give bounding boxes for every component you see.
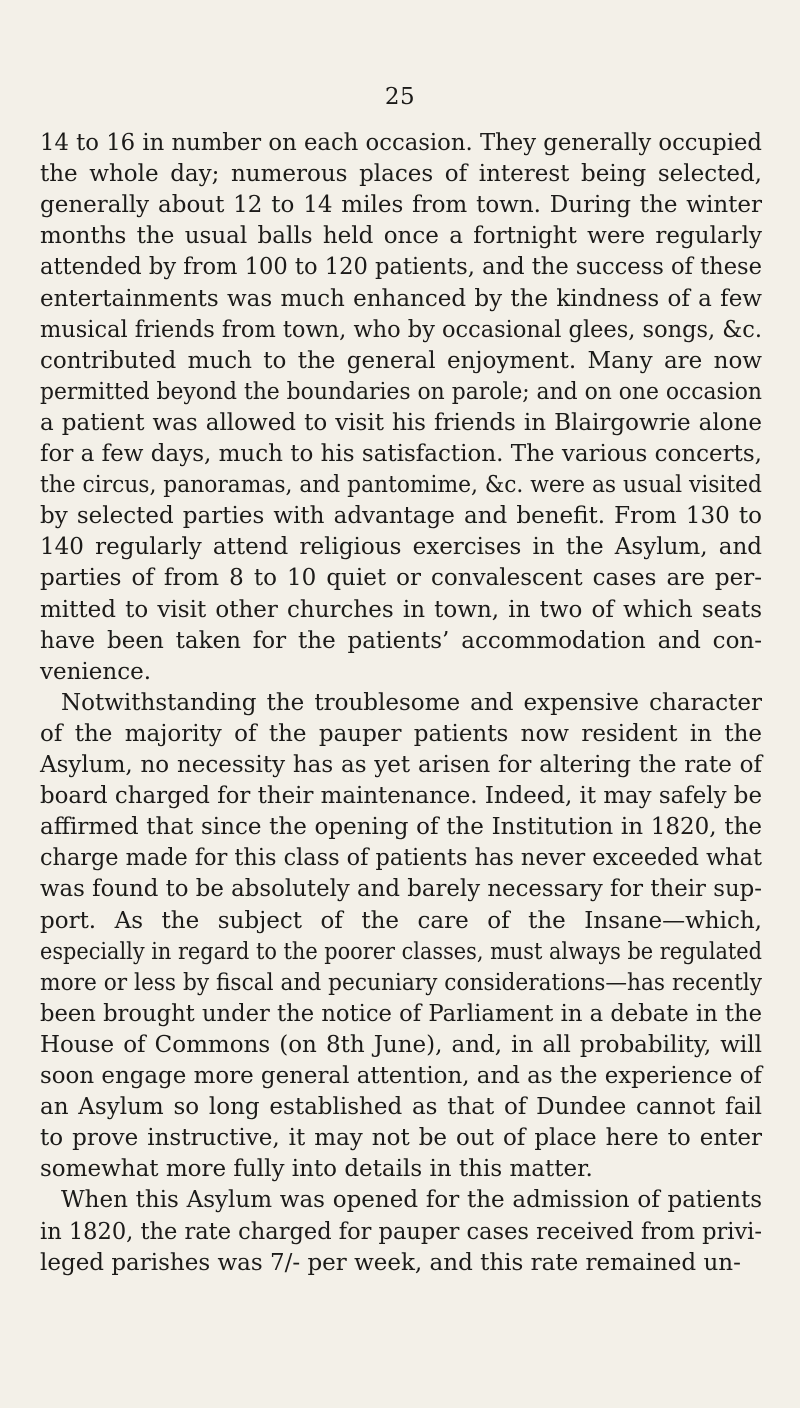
text-line: board charged for their maintenance. Indeed, it may safely be xyxy=(40,783,762,810)
text-line: Asylum, no necessity has as yet arisen for altering the rate of xyxy=(40,752,762,778)
page-number: 25 xyxy=(384,84,416,110)
text-line: generally about 12 to 14 miles from town. During the winter xyxy=(40,192,762,219)
text-line: permitted beyond the boundaries on parole; and on one occasion xyxy=(40,378,762,405)
text-line: somewhat more fully into details in this matter. xyxy=(40,1156,593,1183)
text-line: was found to be absolutely and barely necessary for their sup- xyxy=(40,876,762,903)
text-line: the whole day; numerous places of interest being selected, xyxy=(40,161,762,188)
text-line: venience. xyxy=(40,658,152,685)
text-line: to prove instructive, it may not be out of place here to enter xyxy=(40,1125,762,1152)
text-line: affirmed that since the opening of the Institution in 1820, the xyxy=(40,814,762,841)
text-line: entertainments was much enhanced by the kindness of a few xyxy=(40,285,762,312)
text-line: the circus, panoramas, and pantomime, &c. were as usual visited xyxy=(40,472,762,499)
text-line: for a few days, much to his satisfaction. The various concerts, xyxy=(40,441,762,467)
text-line: more or less by fiscal and pecuniary considerations—has recently xyxy=(40,969,762,996)
text-line: musical friends from town, who by occasional glees, songs, &c. xyxy=(40,316,762,343)
text-line: 14 to 16 in number on each occasion. They generally occupied xyxy=(40,130,762,156)
text-line: of the majority of the pauper patients now resident in the xyxy=(40,720,762,747)
text-line: attended by from 100 to 120 patients, and the success of these xyxy=(40,254,762,281)
text-line: soon engage more general attention, and as the experience of xyxy=(40,1063,762,1089)
text-line: House of Commons (on 8th June), and, in all probability, will xyxy=(40,1031,762,1058)
text-line: have been taken for the patients’ accommodation and con- xyxy=(40,627,762,654)
text-line: an Asylum so long established as that of Dundee cannot fail xyxy=(40,1094,762,1121)
text-line: a patient was allowed to visit his friends in Blairgowrie alone xyxy=(40,409,762,436)
text-line: When this Asylum was opened for the admission of patients xyxy=(61,1187,762,1214)
text-line: Notwithstanding the troublesome and expensive character xyxy=(61,689,762,716)
text-line: been brought under the notice of Parliament in a debate in the xyxy=(40,1000,762,1027)
text-line: in 1820, the rate charged for pauper cases received from privi- xyxy=(40,1218,762,1245)
text-line: especially in regard to the poorer classes, must always be regulated xyxy=(40,938,762,965)
text-line: months the usual balls held once a fortnight were regularly xyxy=(40,223,762,250)
text-line: port. As the subject of the care of the Insane—which, xyxy=(40,907,762,934)
text-line: mitted to visit other churches in town, in two of which seats xyxy=(40,596,762,623)
text-line: leged parishes was 7/- per week, and this rate remained un- xyxy=(40,1249,741,1276)
text-line: 140 regularly attend religious exercises in the Asylum, and xyxy=(40,534,762,561)
text-line: by selected parties with advantage and benefit. From 130 to xyxy=(40,503,762,530)
text-line: contributed much to the general enjoyment. Many are now xyxy=(40,347,762,374)
text-line: parties of from 8 to 10 quiet or convalescent cases are per- xyxy=(40,565,762,592)
text-line: charge made for this class of patients has never exceeded what xyxy=(40,845,762,872)
